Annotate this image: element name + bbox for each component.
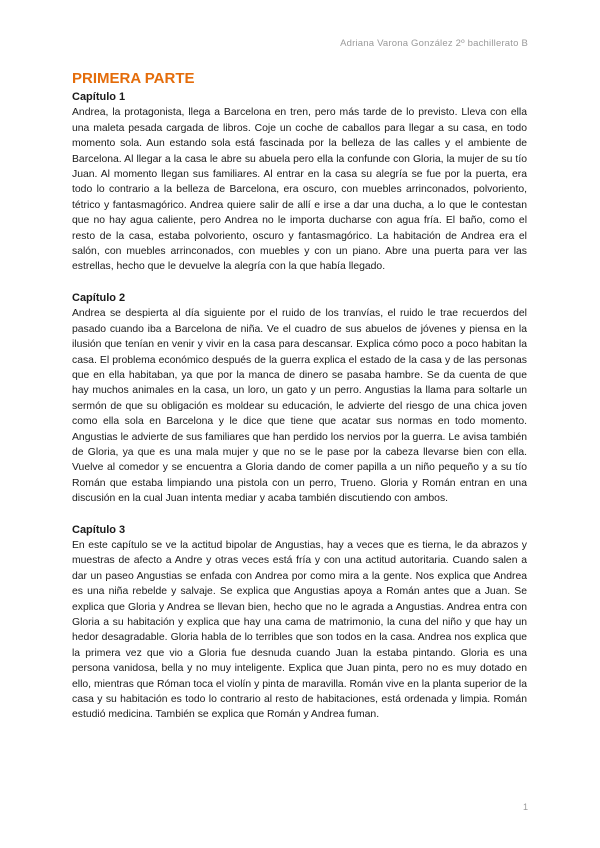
chapter-paragraph: Andrea se despierta al día siguiente por el ruido de los tranvías, el ruido le trae recuerdos del pasado cuando iba a Barcelona de niña. Ve el cuadro de sus abuelos de jóvenes y piensa en la ilusión que tenían en venir y vivir en la casa para descansar. Explica cómo poco a poco habitan la casa. El problema económico después de la guerra explica el estado de la casa y de las personas que en ella habitaban, ya que por la manca de dinero se pasaba hambre. Se da cuenta de que hay muchos animales en la casa, un loro, un gato y un perro. Angustias la llama para soltarle un sermón de que su obligación es moldear su educación, le advierte del riesgo de una chica joven como ella sola en Barcelona y le dice que tiene que acatar sus normas en todo momento. Angustias le advierte de sus familiares que han perdido los nervios por la guerra. Le avisa también de Gloria, ya que es una mala mujer y que no se le pase por la cabeza llevarse bien con ella. Vuelve al comedor y se encuentra a Gloria dando de comer papilla a un niño pequeño y a su tío Román que estaba limpiando una pistola con un perro, Trueno. Gloria y Román entran en una discusión en la cual Juan intenta mediar y acaba también discutiendo con ambos.	[72, 308, 527, 505]
part-title: PRIMERA PARTE	[72, 70, 195, 87]
chapter-1	[72, 90, 527, 275]
page-header: Adriana Varona González 2º bachillerato B	[340, 38, 528, 49]
chapter-title: Capítulo 1	[72, 91, 126, 103]
chapter-paragraph: Andrea, la protagonista, llega a Barcelona en tren, pero más tarde de lo previsto. Lleva con ella una maleta pesada cargada de libros. Coje un coche de caballos para llegar a su casa, en todo momento sola. Aun estando sola está fascinada por la belleza de las calles y el ambiente de Barcelona. Al llegar a la casa le abre su abuela pero ella la confunde con Gloria, la mujer de su tío Juan. Al momento llegan sus familiares. Al entrar en la casa su alegría se fue por la puerta, era todo lo contrario a la belleza de Barcelona, era oscuro, con muebles arrinconados, polvoriento, tétrico y fantasmagórico. Andrea quiere salir de allí e irse a dar una ducha, a lo que le contestan que no hay agua caliente, pero Andrea no le importa ducharse con agua fría. El baño, como el resto de la casa, estaba polvoriento, oscuro y fantasmagórico. La habitación de Andrea era el salón, con muebles arrinconados, con muebles y con un piano. Abre una puerta para ver las estrellas, hecho que le devuelve la alegría con la que había llegado.	[72, 107, 527, 273]
chapter-title: Capítulo 2	[72, 291, 126, 304]
chapter-3	[72, 523, 527, 723]
chapter-paragraph: En este capítulo se ve la actitud bipolar de Angustias, hay a veces que es tierna, le da abrazos y muestras de afecto a Andre y otras veces está fría y con una actitud autoritaria. Cuando salen a dar un paseo Angustias se enfada con Andrea por como mira a la gente. Nos explica que Andrea es una niña rebelde y salvaje. Se explica que Angustias apoya a Román antes que a Juan. Se explica que Gloria y Andrea se llevan bien, hecho que no le agrada a Angustias. Andrea entra con Gloria a su habitación y explica que hay una cama de matrimonio, la cuna del niño y que hay un hedor desagradable. Gloria habla de lo terribles que son todos en la casa. Andrea nos explica que la primera vez que vio a Gloria fue desnuda cuando Juan la estaba pintando. Gloria es una persona vanidosa, bella y no muy inteligente. Explica que Juan pinta, pero no es muy dotado en ello, mientras que Róman toca el violín y pinta de maravilla. Román vive en la planta superior de la casa y su habitación es todo lo contrario al resto de habitaciones, está ordenada y limpia. Román estudió medicina. También se explica que Román y Andrea fuman.	[72, 539, 527, 721]
chapter-title: Capítulo 3	[72, 523, 126, 536]
document-body	[72, 70, 527, 739]
chapter-2	[72, 291, 527, 507]
page-number: 1	[522, 802, 528, 812]
